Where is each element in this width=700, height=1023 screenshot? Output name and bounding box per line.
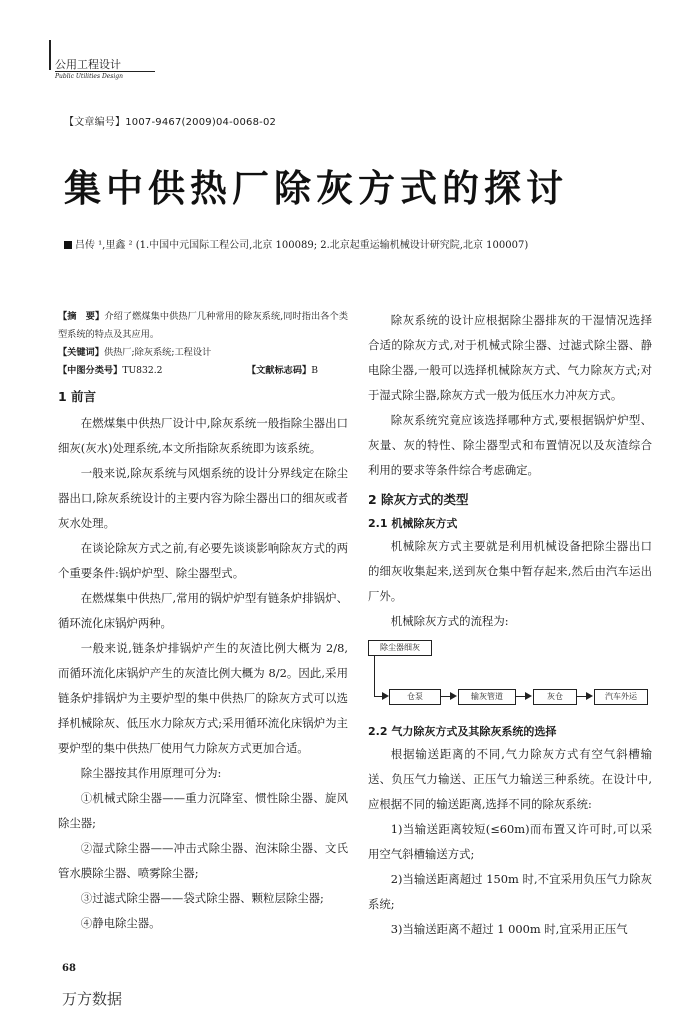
left-column	[58, 308, 348, 936]
flow-diagram	[368, 638, 650, 718]
paragraph: 在谈论除灰方式之前,有必要先谈谈影响除灰方式的两个重要条件:锅炉炉型、除尘器型式。	[58, 541, 348, 580]
doc-code-tag: 【文献标志码】	[246, 365, 312, 376]
paragraph: 机械除灰方式主要就是利用机械设备把除尘器出口的细灰收集起来,送到灰仓集中暂存起来,然后由汽车运出厂外。	[368, 539, 652, 603]
section-heading-1: 1 前言	[58, 389, 97, 404]
clc-field	[58, 362, 163, 380]
subsection-heading-2-2: 2.2 气力除灰方式及其除灰系统的选择	[368, 725, 557, 738]
list-item: ③过滤式除尘器——袋式除尘器、颗粒层除尘器;	[80, 891, 324, 905]
doc-code-field	[247, 362, 318, 380]
paragraph: 除灰系统究竟应该选择哪种方式,要根据锅炉炉型、灰量、灰的特性、除尘器型式和布置情况以及灰渣综合利用的要求等条件综合考虑确定。	[368, 413, 652, 477]
keywords-text: 供热厂;除灰系统;工程设计	[103, 347, 212, 358]
summary-tag: 【摘 要】	[58, 311, 105, 322]
watermark: 万方数据	[62, 990, 123, 1008]
page-number: 68	[62, 963, 76, 974]
paper-title: 集中供热厂除灰方式的探讨	[64, 167, 568, 210]
authors-text: 吕传 ¹,里鑫 ² (1.中国中元国际工程公司,北京 100089; 2.北京起重运输机械设计研究院,北京 100007)	[75, 240, 529, 251]
list-item: ④静电除尘器。	[80, 916, 161, 930]
author-line	[64, 236, 528, 251]
flow-step-box: 仓泵	[389, 689, 441, 705]
journal-subtitle: Public Utilities Design	[55, 73, 124, 80]
list-item: ①机械式除尘器——重力沉降室、惯性除尘器、旋风除尘器;	[58, 791, 348, 830]
list-item: 3)当输送距离不超过 1 000m 时,宜采用正压气	[390, 922, 628, 936]
doc-code-value: B	[311, 365, 318, 376]
abstract-block	[58, 308, 348, 380]
paragraph: 机械除灰方式的流程为:	[390, 614, 509, 628]
clc-tag: 【中图分类号】	[58, 365, 123, 376]
article-number: 【文章编号】1007-9467(2009)04-0068-02	[64, 117, 277, 128]
flow-step-box: 输灰管道	[458, 689, 516, 705]
flow-step-box: 汽车外运	[594, 689, 648, 705]
masthead-bar	[49, 40, 51, 70]
paragraph: 在燃煤集中供热厂,常用的锅炉炉型有链条炉排锅炉、循环流化床锅炉两种。	[58, 591, 348, 630]
keywords-tag: 【关键词】	[58, 347, 104, 358]
flow-step-box: 灰仓	[533, 689, 577, 705]
list-item: 2)当输送距离超过 150m 时,不宜采用负压气力除灰系统;	[368, 872, 652, 911]
flow-arrow-icon	[382, 692, 389, 700]
flow-arrow-icon	[525, 692, 532, 700]
clc-value: TU832.2	[122, 365, 163, 376]
journal-title: 公用工程设计	[55, 58, 121, 71]
list-item: 1)当输送距离较短(≤60m)而布置又许可时,可以采用空气斜槽输送方式;	[368, 822, 652, 861]
right-column	[368, 308, 652, 942]
paragraph: 一般来说,链条炉排锅炉产生的灰渣比例大概为 2/8,而循环流化床锅炉产生的灰渣比例大概为 8/2。因此,采用链条炉排锅炉为主要炉型的集中供热厂的除灰方式可以选择机械除灰、低压水力除灰方式;采用循环流化床锅炉为主要炉型的集中供热厂使用气力除灰方式更加合适。	[58, 641, 348, 755]
subsection-heading-2-1: 2.1 机械除灰方式	[368, 517, 458, 530]
paragraph: 除灰系统的设计应根据除尘器排灰的干湿情况选择合适的除灰方式,对于机械式除尘器、过滤式除尘器、静电除尘器,一般可以选择机械除灰方式、气力除灰方式;对于湿式除尘器,除灰方式一般为低压水力冲灰方式。	[368, 313, 652, 402]
paragraph: 在燃煤集中供热厂设计中,除灰系统一般指除尘器出口细灰(灰水)处理系统,本文所指除灰系统即为该系统。	[58, 416, 348, 455]
abstract-summary	[58, 308, 348, 344]
paragraph: 除尘器按其作用原理可分为:	[80, 766, 222, 780]
flow-connector-down	[374, 656, 375, 696]
paragraph: 根据输送距离的不同,气力除灰方式有空气斜槽输送、负压气力输送、正压气力输送三种系统。在设计中,应根据不同的输送距离,选择不同的除灰系统:	[368, 747, 652, 811]
masthead-rule	[55, 71, 155, 72]
bullet-square-icon	[64, 241, 72, 249]
list-item: ②湿式除尘器——冲击式除尘器、泡沫除尘器、文氏管水膜除尘器、喷雾除尘器;	[58, 841, 348, 880]
paragraph: 一般来说,除灰系统与风烟系统的设计分界线定在除尘器出口,除灰系统设计的主要内容为除尘器出口的细灰或者灰水处理。	[58, 466, 348, 530]
abstract-classification	[58, 362, 318, 380]
flow-arrow-icon	[586, 692, 593, 700]
section-heading-2: 2 除灰方式的类型	[368, 492, 469, 507]
summary-text: 介绍了燃煤集中供热厂几种常用的除灰系统,同时指出各个类型系统的特点及其应用。	[58, 311, 349, 340]
flow-arrow-icon	[450, 692, 457, 700]
flow-start-box: 除尘器细灰	[368, 640, 432, 656]
abstract-keywords	[58, 344, 348, 362]
